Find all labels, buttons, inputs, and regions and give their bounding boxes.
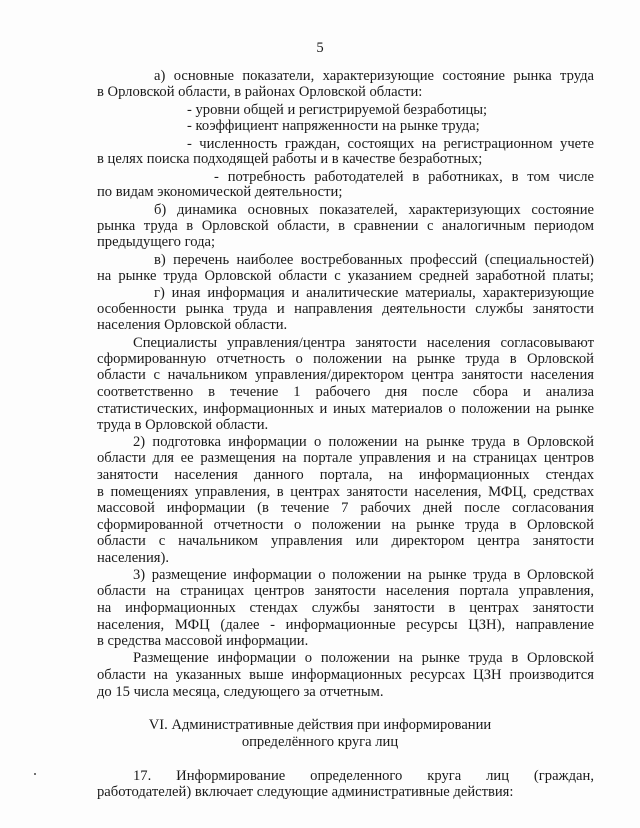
list-item: - коэффициент напряженности на рынке труда;	[187, 118, 480, 134]
body-line: массовой информации (в течение 7 рабочих дней после согласования	[97, 500, 594, 516]
body-line: соответственно в течение 1 рабочего дня после сбора и анализа	[97, 384, 594, 400]
body-line: труда в Орловской области.	[97, 417, 269, 433]
section-heading: определённого круга лиц	[241, 734, 399, 750]
body-line: области для ее размещения на портале управления и на страницах центров	[97, 450, 594, 466]
body-line: б) динамика основных показателей, характеризующих состояние	[154, 202, 594, 218]
body-line: области с начальником управления или директором центра занятости	[97, 533, 594, 549]
body-line: области на страницах центров занятости населения портала управления,	[97, 583, 594, 599]
body-line: в помещениях управления, в центрах занятости населения, МФЦ, средствах	[97, 484, 594, 500]
page-number: 5	[316, 40, 324, 56]
body-line: предыдущего года;	[97, 234, 216, 250]
body-line: Специалисты управления/центра занятости населения согласовывают	[133, 335, 594, 351]
body-line: 2) подготовка информации о положении на рынке труда в Орловской	[133, 434, 594, 450]
list-item: - численность граждан, состоящих на регистрационном учете	[187, 136, 594, 152]
scan-speck	[34, 773, 36, 775]
body-line: а) основные показатели, характеризующие состояние рынка труда	[154, 68, 594, 84]
body-line: работодателей) включает следующие административные действия:	[97, 784, 514, 800]
body-line: населения Орловской области.	[97, 317, 288, 333]
body-line: занятости населения данного портала, на информационных стендах	[97, 467, 594, 483]
body-line: по видам экономической деятельности;	[97, 184, 343, 200]
body-line: до 15 числа месяца, следующего за отчетным.	[97, 684, 384, 700]
body-line: области на указанных выше информационных ресурсах ЦЗН производится	[97, 667, 594, 683]
body-line: сформированную отчетность о положении на рынке труда в Орловской	[97, 351, 594, 367]
body-line: области с начальником управления/директором центра занятости населения	[97, 367, 594, 383]
list-item: - уровни общей и регистрируемой безработицы;	[187, 102, 488, 118]
body-line: 17. Информирование определенного круга лиц (граждан,	[133, 768, 594, 784]
body-line: в целях поиска подходящей работы и в качестве безработных;	[97, 151, 483, 167]
section-heading: VI. Административные действия при информировании	[148, 717, 492, 733]
list-item: - потребность работодателей в работниках, в том числе	[214, 169, 594, 185]
body-line: в Орловской области, в районах Орловской области:	[97, 84, 423, 100]
body-line: 3) размещение информации о положении на рынке труда в Орловской	[133, 567, 594, 583]
body-line: в средства массовой информации.	[97, 633, 309, 649]
body-line: на информационных стендах службы занятости в центрах занятости	[97, 600, 594, 616]
body-line: населения).	[97, 550, 170, 566]
body-line: на рынке труда Орловской области с указанием средней заработной платы;	[97, 268, 594, 284]
body-line: рынка труда в Орловской области, в сравнении с аналогичным периодом	[97, 218, 594, 234]
body-line: Размещение информации о положении на рынке труда в Орловской	[133, 650, 594, 666]
body-line: особенности рынка труда и направления деятельности службы занятости	[97, 301, 594, 317]
body-line: населения, МФЦ (далее - информационные ресурсы ЦЗН), направление	[97, 617, 594, 633]
body-line: в) перечень наиболее востребованных профессий (специальностей)	[154, 252, 594, 268]
body-line: сформированной отчетности о положении на рынке труда в Орловской	[97, 517, 594, 533]
body-line: г) иная информация и аналитические материалы, характеризующие	[154, 285, 594, 301]
body-line: статистических, информационных и иных материалов о положении на рынке	[97, 401, 594, 417]
